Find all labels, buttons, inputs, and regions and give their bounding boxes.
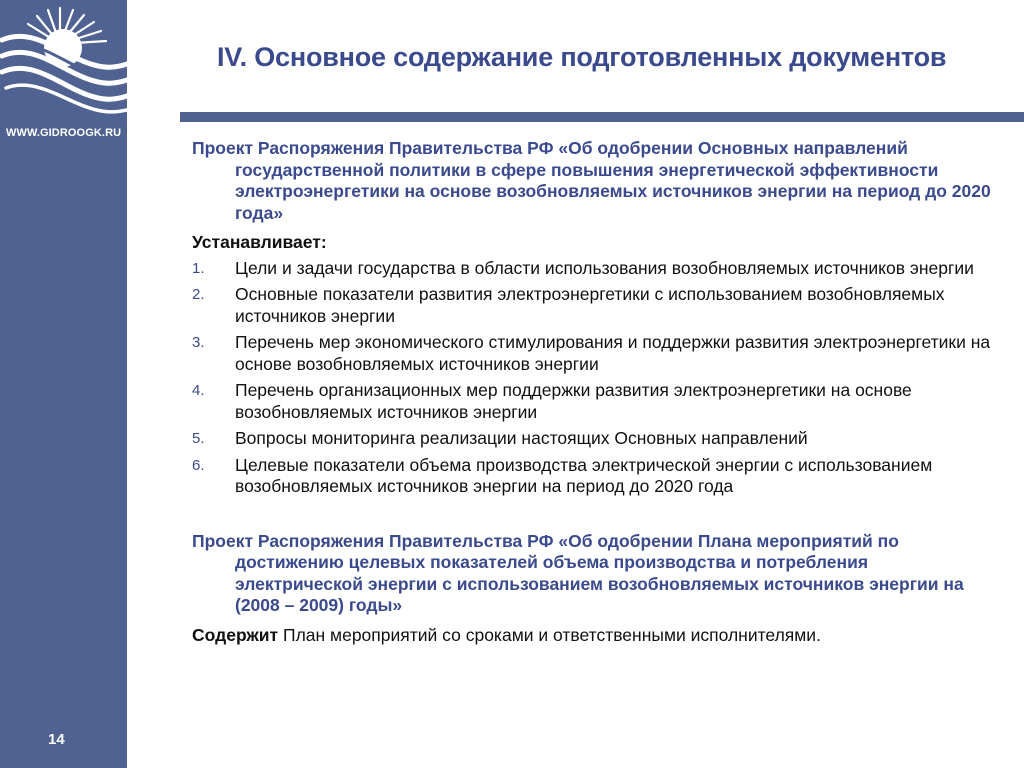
section1-lead: Устанавливает: xyxy=(192,232,327,252)
page-number: 14 xyxy=(48,731,65,748)
section2-lead-text: План мероприятий со сроками и ответственными исполнителями. xyxy=(278,624,821,645)
section-spacer xyxy=(192,503,992,531)
list-item-text: Перечень организационных мер поддержки развития электроэнергетики на основе возобновляемых источников энергии xyxy=(235,380,912,422)
list-item-number: 6. xyxy=(192,456,205,474)
list-item-text: Цели и задачи государства в области использования возобновляемых источников энергии xyxy=(235,257,974,278)
list-item-text: Перечень мер экономического стимулирования и поддержки развития электроэнергетики на основе возобновляемых источников энергии xyxy=(235,332,991,374)
list-item-text: Вопросы мониторинга реализации настоящих Основных направлений xyxy=(235,428,808,448)
list-item-number: 3. xyxy=(192,334,205,351)
section2-lead-bold: Содержит xyxy=(192,624,279,645)
list-item-number: 5. xyxy=(192,430,205,447)
section1-list xyxy=(192,258,992,498)
page-title: IV. Основное содержание подготовленных документов xyxy=(217,42,947,72)
list-item-number: 2. xyxy=(192,286,205,303)
list-item xyxy=(192,455,992,498)
section1-heading: Проект Распоряжения Правительства РФ «Об одобрении Основных направлений государственной политики в сфере повышения энергетической эффективности электроэнергетики на основе возобновляемых источников энергии на период до 2020 года» xyxy=(192,138,991,223)
section2-lead xyxy=(192,625,992,647)
site-url[interactable]: WWW.GIDROOGK.RU xyxy=(6,127,122,139)
main-content xyxy=(192,138,992,646)
list-item-number: 4. xyxy=(192,382,205,399)
list-item xyxy=(192,258,992,280)
list-item xyxy=(192,284,992,327)
section2-heading: Проект Распоряжения Правительства РФ «Об одобрении Плана мероприятий по достижению целевых показателей объема производства и потребления электрической энергии с использованием возобновляемых источников энергии на (2008 – 2009) годы» xyxy=(192,530,964,615)
list-item-text: Основные показатели развития электроэнергетики с использованием возобновляемых источников энергии xyxy=(235,284,945,326)
list-item xyxy=(192,428,992,450)
sidebar xyxy=(0,0,127,768)
list-item xyxy=(192,380,992,423)
list-item-number: 1. xyxy=(192,259,205,277)
title-divider xyxy=(180,112,1024,122)
list-item xyxy=(192,332,992,375)
list-item-text: Целевые показатели объема производства электрической энергии с использованием возобновляемых источников энергии на период до 2020 года xyxy=(235,454,933,496)
sun-waves-logo-icon xyxy=(0,0,127,125)
